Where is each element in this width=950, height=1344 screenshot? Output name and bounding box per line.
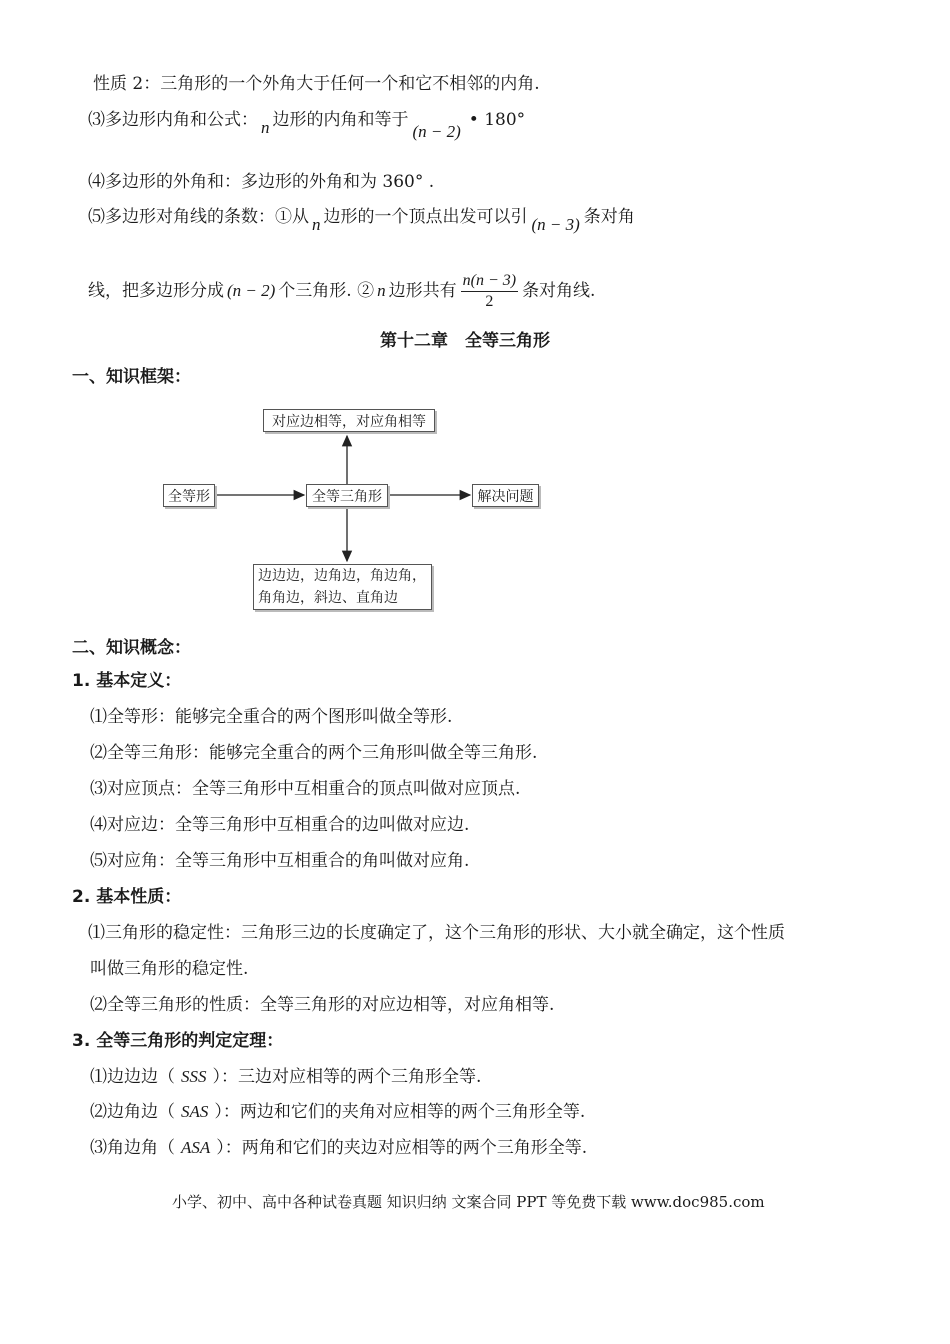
basic-properties-title: 2. 基本性质： bbox=[72, 887, 182, 907]
definition-3: ⑶对应顶点：全等三角形中互相重合的顶点叫做对应顶点. bbox=[90, 779, 521, 799]
basic-definitions-heading bbox=[72, 669, 181, 693]
property-2-text: 性质 2：三角形的一个外角大于任何一个和它不相邻的内角. bbox=[93, 74, 540, 94]
theorem-asa bbox=[90, 1136, 587, 1160]
expr-n-minus-2: (n − 2) bbox=[412, 122, 461, 141]
diagonal-line2-mid: 个三角形. ② bbox=[278, 281, 375, 301]
property-congruent: ⑵全等三角形的性质：全等三角形的对应边相等，对应角相等. bbox=[90, 995, 555, 1015]
expr-n-minus-3: (n − 3) bbox=[531, 215, 580, 234]
box-congruent-figure: 全等形 bbox=[163, 484, 215, 507]
theorem-sas-prefix: ⑵边角边（ bbox=[90, 1102, 175, 1122]
basic-properties-heading bbox=[72, 885, 181, 909]
diagonal-prefix: ⑸多边形对角线的条数：①从 bbox=[88, 207, 309, 227]
box-congruent-triangle: 全等三角形 bbox=[306, 484, 388, 507]
criteria-theorems-title: 3. 全等三角形的判定定理： bbox=[72, 1031, 284, 1051]
variable-n: n bbox=[312, 215, 321, 234]
box-criteria bbox=[253, 564, 432, 610]
section-concepts-heading: 二、知识概念： bbox=[72, 638, 191, 658]
theorem-sas-abbr: SAS bbox=[181, 1102, 209, 1121]
definition-1: ⑴全等形：能够完全重合的两个图形叫做全等形. bbox=[90, 707, 453, 727]
criteria-theorems-heading bbox=[72, 1029, 283, 1053]
fraction-denominator: 2 bbox=[485, 292, 494, 310]
basic-definitions-title: 1. 基本定义： bbox=[72, 671, 182, 691]
interior-sum-prefix: ⑶多边形内角和公式： bbox=[88, 110, 258, 130]
theorem-sss bbox=[90, 1065, 481, 1089]
theorem-asa-text: ）：两角和它们的夹边对应相等的两个三角形全等. bbox=[216, 1138, 588, 1158]
theorem-sas-text: ）：两边和它们的夹角对应相等的两个三角形全等. bbox=[214, 1102, 586, 1122]
fraction-numerator: n(n − 3) bbox=[461, 271, 518, 292]
box-corresponding-equal: 对应边相等，对应角相等 bbox=[263, 409, 435, 432]
property-stability-line-2: 叫做三角形的稳定性. bbox=[90, 959, 249, 979]
definition-5: ⑸对应角：全等三角形中互相重合的角叫做对应角. bbox=[90, 851, 470, 871]
section-framework-heading: 一、知识框架： bbox=[72, 367, 191, 387]
expr-n-minus-2: (n − 2) bbox=[227, 281, 276, 300]
interior-sum-tail: • 180° bbox=[468, 110, 526, 130]
footer-text: 小学、初中、高中各种试卷真题 知识归纳 文案合同 PPT 等免费下载 www.doc985.com bbox=[172, 1193, 765, 1211]
theorem-sss-prefix: ⑴边边边（ bbox=[90, 1067, 175, 1087]
criteria-line-1: 边边边，边角边，角边角， bbox=[258, 568, 426, 584]
chapter-title: 第十二章 全等三角形 bbox=[380, 331, 550, 351]
box-solve-problems: 解决问题 bbox=[472, 484, 539, 507]
criteria-line-2: 角角边，斜边、直角边 bbox=[258, 590, 398, 606]
variable-n: n bbox=[261, 118, 270, 137]
variable-n: n bbox=[377, 281, 386, 300]
framework-diagram-arrows bbox=[0, 0, 950, 640]
diagonal-mid: 边形的一个顶点出发可以引 bbox=[323, 207, 528, 227]
theorem-asa-prefix: ⑶角边角（ bbox=[90, 1138, 175, 1158]
diagonal-line2-mid2: 边形共有 bbox=[388, 281, 457, 301]
diagonal-tail: 条对角 bbox=[583, 207, 635, 227]
property-stability-line-1: ⑴三角形的稳定性：三角形三边的长度确定了，这个三角形的形状、大小就全确定，这个性质 bbox=[88, 923, 785, 943]
definition-2: ⑵全等三角形：能够完全重合的两个三角形叫做全等三角形. bbox=[90, 743, 538, 763]
definition-4: ⑷对应边：全等三角形中互相重合的边叫做对应边. bbox=[90, 815, 470, 835]
interior-sum-mid: 边形的内角和等于 bbox=[272, 110, 409, 130]
theorem-sss-abbr: SSS bbox=[181, 1067, 207, 1086]
theorem-sss-text: ）：三边对应相等的两个三角形全等. bbox=[212, 1067, 482, 1087]
polygon-exterior-sum-line: ⑷多边形的外角和：多边形的外角和为 360° . bbox=[88, 172, 435, 192]
theorem-sas bbox=[90, 1100, 585, 1124]
diagonal-line2-prefix: 线，把多边形分成 bbox=[88, 281, 224, 301]
theorem-asa-abbr: ASA bbox=[181, 1138, 211, 1157]
diagonal-line2-tail: 条对角线. bbox=[522, 281, 596, 301]
